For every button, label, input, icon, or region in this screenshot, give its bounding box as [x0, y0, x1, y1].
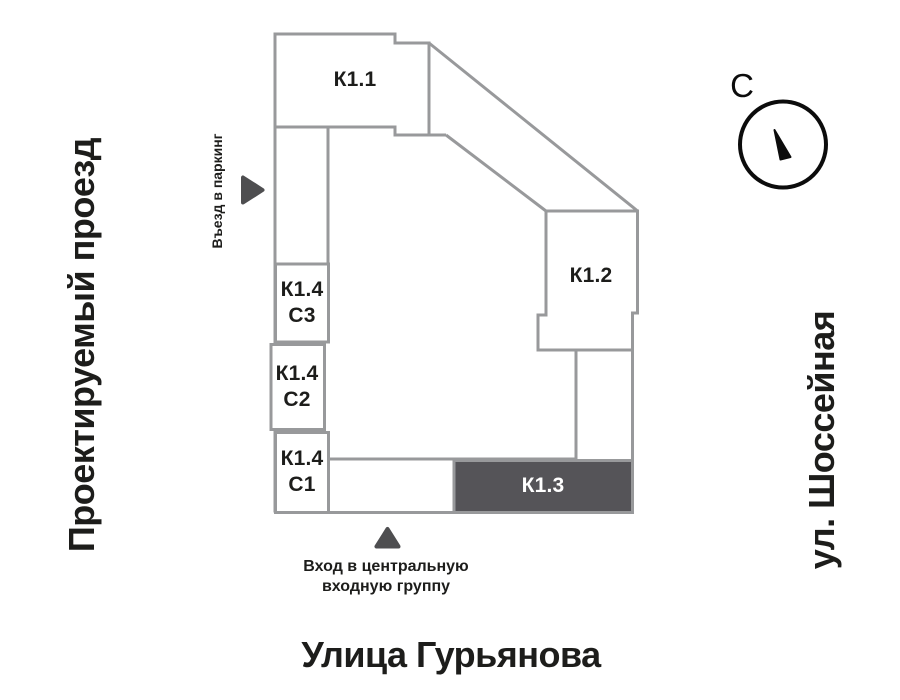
parking-arrow-icon	[243, 178, 263, 203]
central-entrance-label	[303, 557, 468, 597]
building-k11-label: К1.1	[333, 68, 377, 91]
street-bottom: Улица Гурьянова	[301, 634, 601, 675]
building-k14c2-label-line2: С2	[283, 388, 311, 411]
street-right: ул. Шоссейная	[801, 310, 842, 570]
building-k14c3-label-line2: С3	[288, 304, 316, 327]
street-left: Проектируемый проезд	[61, 137, 102, 553]
building-k14c1-label-line2: С1	[288, 473, 316, 496]
building-k14c2-label-line1: К1.4	[275, 362, 319, 385]
building-k12-label: К1.2	[569, 264, 613, 287]
building-k14c3-label	[281, 277, 324, 329]
parking-entrance-label: Въезд в паркинг	[209, 133, 225, 249]
central-entrance-label-line2: входную группу	[321, 578, 451, 595]
compass-north-label: С	[730, 67, 754, 104]
compass-needle-icon	[775, 130, 791, 160]
building-k14c1-label	[281, 446, 324, 498]
building-k14c2-label	[276, 361, 319, 413]
building-k14c3-label-line1: К1.4	[280, 278, 324, 301]
central-entrance-label-line1: Вход в центральную	[303, 558, 469, 575]
building-k14c1-label-line1: К1.4	[280, 447, 324, 470]
building-k13-label: К1.3	[521, 474, 565, 497]
entrance-arrow-icon	[377, 529, 399, 547]
diagonal-wing-outer	[429, 43, 637, 211]
diagonal-wing-inner	[446, 135, 546, 211]
